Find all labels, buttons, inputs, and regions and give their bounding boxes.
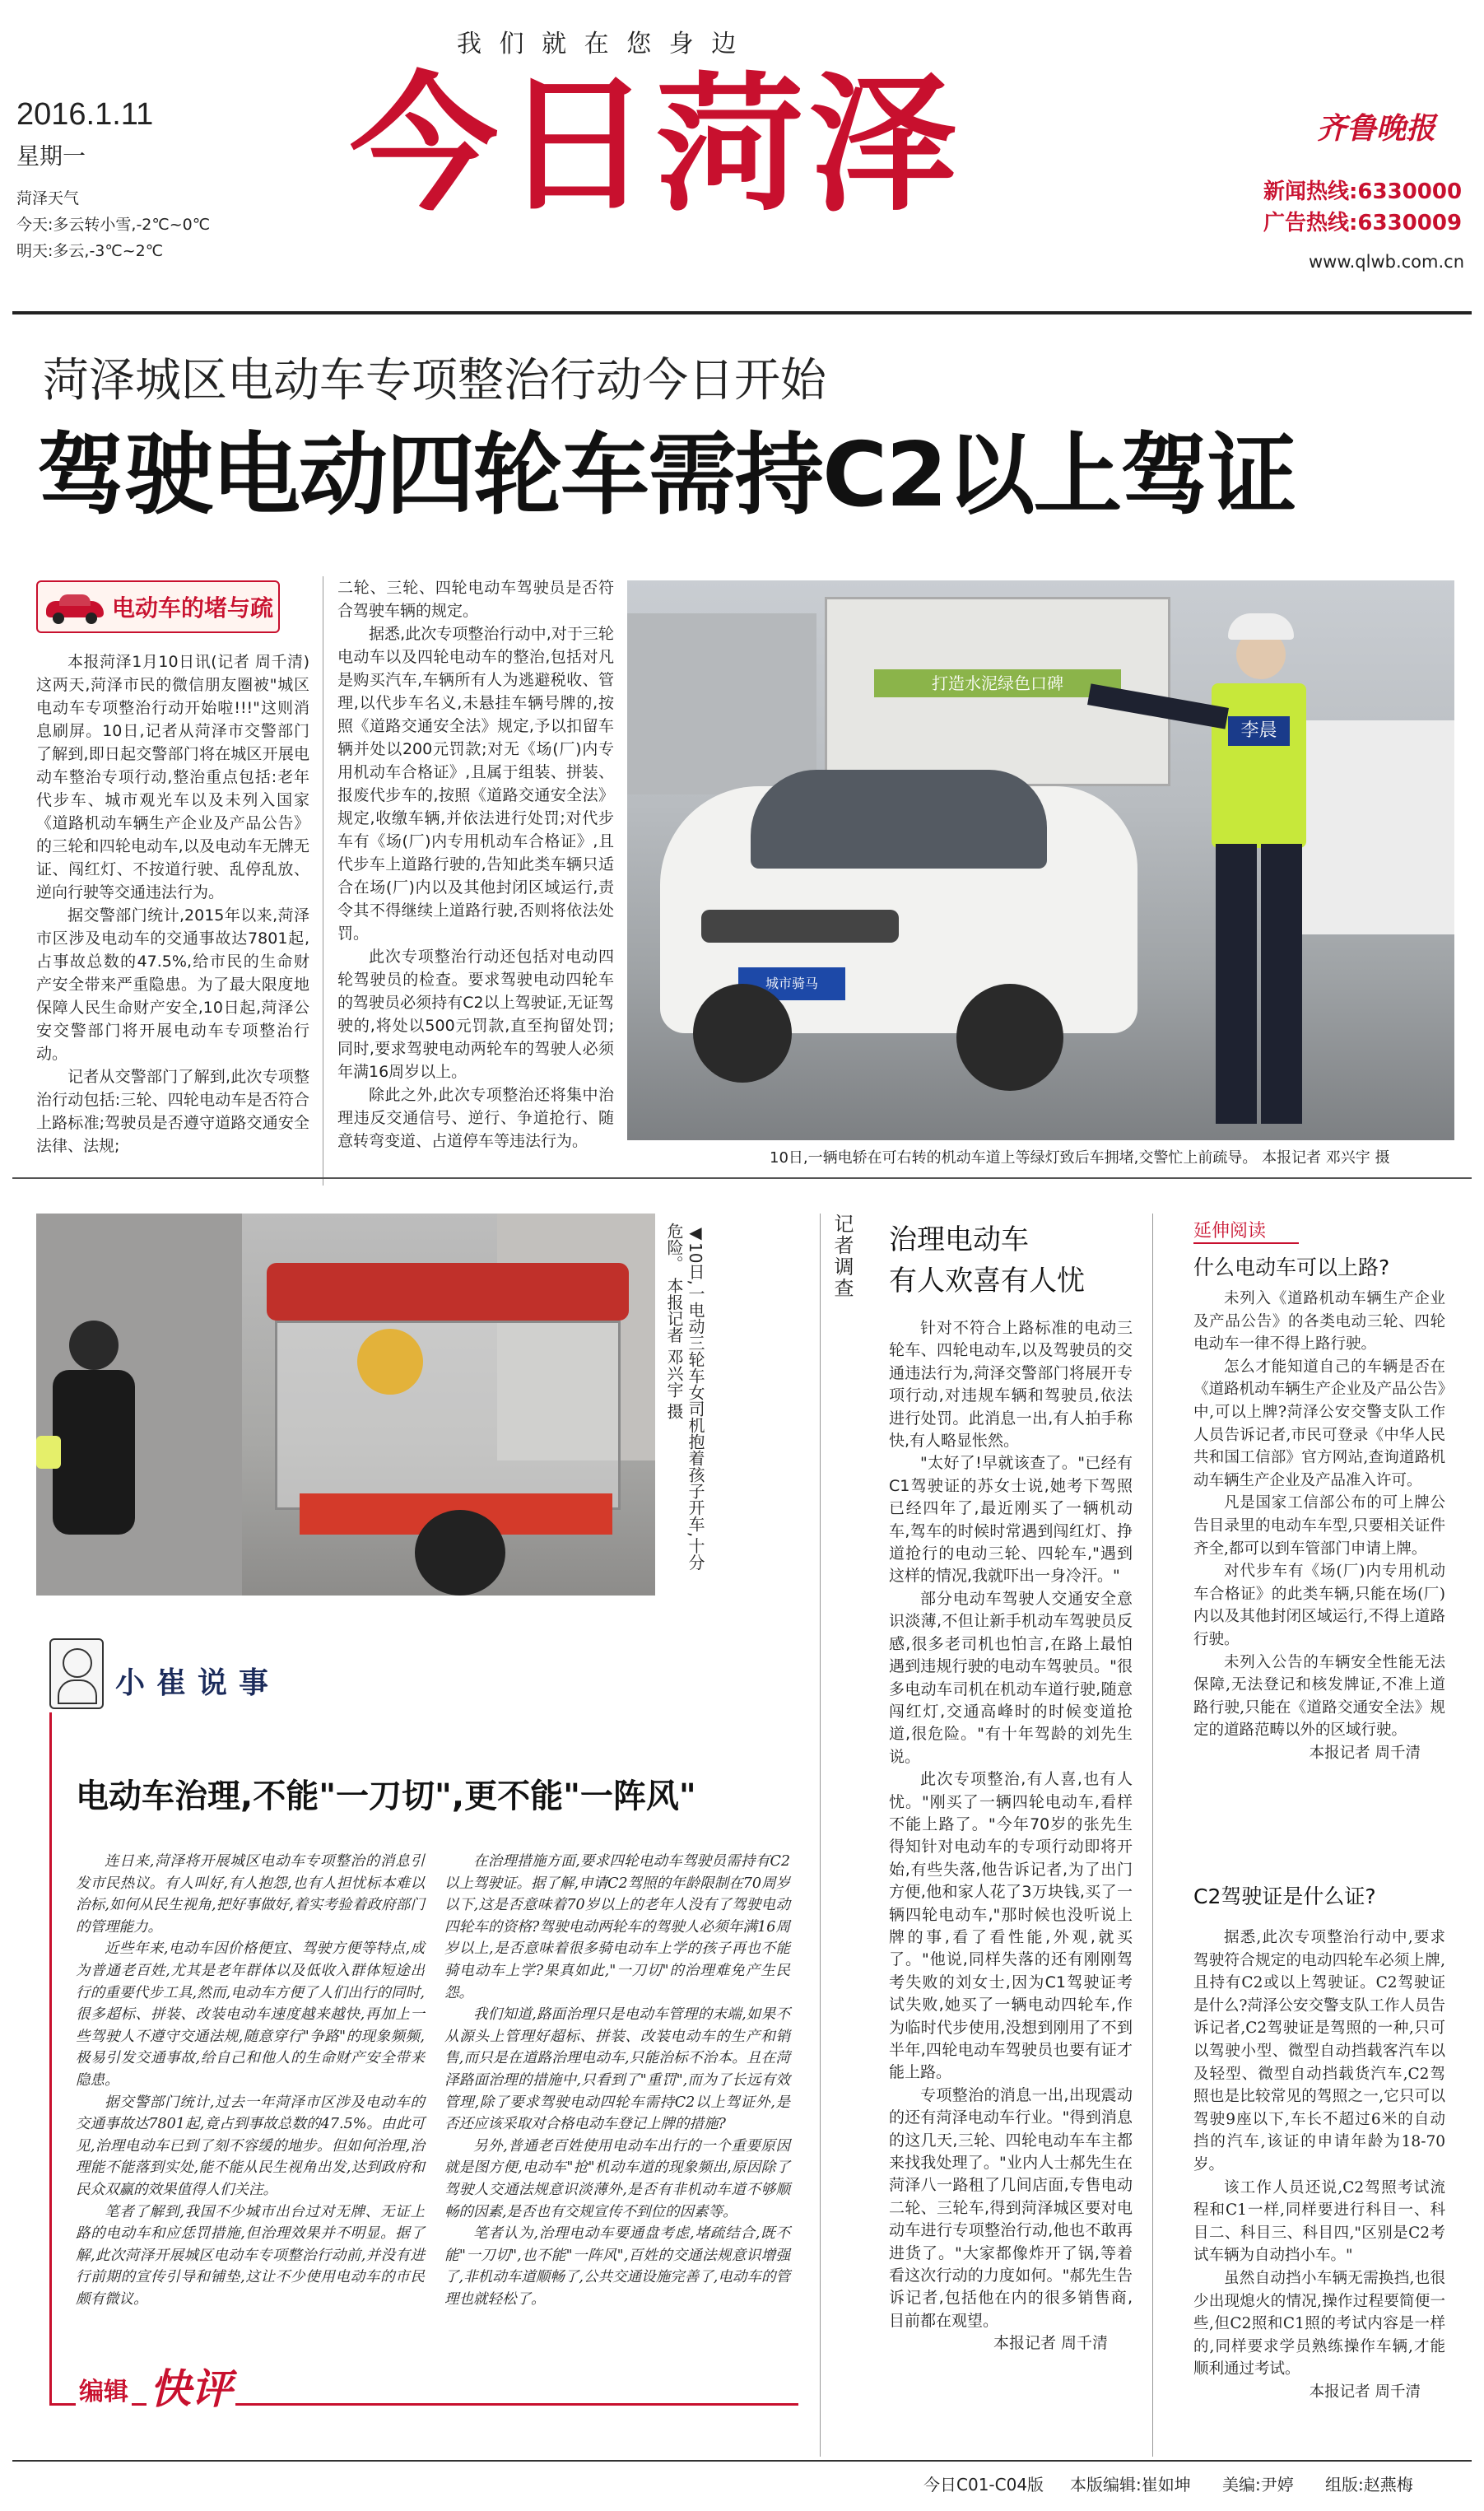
section-rule [12, 1177, 1472, 1179]
sidebar-paragraph: 据悉,此次专项整治行动中,要求驾驶符合规定的电动四轮车必须上牌,且持有C2或以上驾驶证。C2驾驶证是什么?菏泽公安交警支队工作人员告诉记者,C2驾驶证是驾照的一种,只可以驾驶小型、微型自动挡载客汽车以及轻型、微型自动挡载货汽车,C2驾照也是比较常见的驾照之一,它只可以驾驶9座以下,车长不超过6米的自动挡的汽车,该证的申请年龄为18-70岁。 [1193, 1929, 1445, 2173]
commentary-avatar [49, 1638, 104, 1709]
news-hotline: 新闻热线:6330000 [1263, 179, 1463, 204]
commentary-title: 电动车治理,不能"一刀切",更不能"一阵风" [76, 1777, 696, 1815]
truck-banner: 打造水泥绿色口碑 [874, 669, 1121, 697]
investigation-title-2: 有人欢喜有人忧 [889, 1265, 1085, 1297]
lead-paragraph: 记者从交警部门了解到,此次专项整治行动包括:三轮、四轮电动车是否符合上路标准;驾驶员是否遵守道路交通安全法律、法规; [36, 1068, 309, 1155]
main-photo [627, 580, 1454, 1140]
lead-paragraph: 除此之外,此次专项整治还将集中治理违反交通信号、逆行、争道抢行、随意转弯变道、占道停车等违法行为。 [337, 1086, 614, 1150]
footer-rule [12, 2460, 1472, 2462]
issue-date: 2016.1.11 [16, 97, 154, 132]
sidebar-q1-body [1193, 1288, 1445, 1764]
newspaper-title: 今日菏泽 [350, 58, 963, 231]
investigation-byline: 本报记者 周千清 [993, 2334, 1108, 2353]
investigation-body [889, 1317, 1133, 2355]
sidebar-paragraph: 未列入《道路机动车辆生产企业及产品公告》的各类电动三轮、四轮电动车一律不得上路行驶。 [1193, 1290, 1445, 1353]
commentary-paragraph: 据交警部门统计,过去一年菏泽市区涉及电动车的交通事故达7801起,竟占到事故总数的47.5%。由此可见,治理电动车已到了刻不容缓的地步。但如何治理,治理能不能落到实处,能不能从民生视角出发,达到政府和民众双赢的效果值得人们关注。 [76, 2094, 425, 2198]
investigation-paragraph: 专项整治的消息一出,出现震动的还有菏泽电动车行业。"得到消息的这几天,三轮、四轮电动车车主都来找我处理了。"业内人士郝先生在菏泽八一路租了几间店面,专售电动二轮、三轮车,得到菏泽城区要对电动车进行专项整治行动,他也不敢再进货了。"大家都像炸开了锅,等着看这次行动的力度如何。"郝先生告诉记者,包括他在内的很多销售商,目前都在观望。 [889, 2085, 1133, 2330]
second-photo-caption: ◀10日,一电动三轮车女司机抱着孩子开车,十分危险。 本报记者 邓兴宇 摄 [664, 1223, 705, 1571]
masthead-rule [12, 311, 1472, 314]
footer-editor: 本版编辑:崔如坤 [1070, 2475, 1191, 2495]
sidebar-byline: 本报记者 周千清 [1309, 2383, 1421, 2401]
sidebar-tag: 延伸阅读 [1193, 1217, 1299, 1244]
commentary-paragraph: 我们知道,路面治理只是电动车管理的末端,如果不从源头上管理好超标、拼装、改装电动车的生产和销售,而只是在道路治理电动车,只能治标不治本。且在菏泽路面治理的措施中,只看到了"重罚",而为了长远有效管理,除了要求驾驶电动四轮车需持C2以上驾证外,是否还应该采取对合格电动车登记上牌的措施? [444, 2006, 790, 2133]
investigation-paragraph: "太好了!早就该查了。"已经有C1驾驶证的苏女士说,她考下驾照已经四年了,最近刚买了一辆机动车,驾车的时候时常遇到闯红灯、挣道抢行的电动三轮、四轮车,"遇到这样的情况,我就吓出一身冷汗。" [889, 1454, 1133, 1586]
ad-hotline: 广告热线:6330009 [1263, 211, 1463, 235]
lead-column-1 [36, 650, 309, 1158]
commentary-paragraph: 连日来,菏泽将开展城区电动车专项整治的消息引发市民热议。有人叫好,有人抱怨,也有人担忧标本难以治标,如何从民生视角,把好事做好,着实考验着政府部门的管理能力。 [76, 1853, 425, 1936]
commentary-paragraph: 笔者认为,治理电动车要通盘考虑,堵疏结合,既不能"一刀切",也不能"一阵风",百姓的交通法规意识增强了,非机动车道顺畅了,公共交通设施完善了,电动车的管理也就轻松了。 [444, 2225, 790, 2308]
car-icon [46, 593, 104, 621]
commentary-paragraph: 近些年来,电动车因价格便宜、驾驶方便等特点,成为普通老百姓,尤其是老年群体以及低收入群体短途出行的重要代步工具,然而,电动车方便了人们出行的同时,很多超标、拼装、改装电动车速度越来越快,再加上一些驾驶人不遵守交通法规,随意穿行"争路"的现象频频,极易引发交通事故,给自己和他人的生命财产安全带来隐患。 [76, 1940, 425, 2089]
footer-section: 今日C01-C04版 [923, 2475, 1044, 2495]
sidebar-paragraph: 对代步车有《场(厂)内专用机动车合格证》的此类车辆,只能在场(厂)内以及其他封闭区域运行,不得上道路行驶。 [1193, 1563, 1445, 1648]
commentary-col-2 [444, 1851, 790, 2310]
sidebar-paragraph: 该工作人员还说,C2驾照考试流程和C1一样,同样要进行科目一、科目二、科目三、科目四,"区别是C2考试车辆为自动挡小车。" [1193, 2178, 1445, 2265]
lead-paragraph: 二轮、三轮、四轮电动车驾驶员是否符合驾驶车辆的规定。 [337, 579, 614, 620]
lead-column-2 [337, 576, 614, 1153]
brand-logo: 齐鲁晚报 [1317, 111, 1436, 146]
editor-tag-b: 快评 [147, 2356, 235, 2415]
column-tag-label: 电动车的堵与疏 [112, 594, 274, 622]
investigation-title-1: 治理电动车 [889, 1223, 1029, 1256]
sidebar-paragraph: 怎么才能知道自己的车辆是否在《道路机动车辆生产企业及产品公告》中,可以上牌?菏泽公安交警支队工作人员告诉记者,市民可登录《中华人民共和国工信部》官方网站,查询道路机动车辆生产企业及产品准入许可。 [1193, 1358, 1445, 1489]
investigation-paragraph: 此次专项整治,有人喜,也有人忧。"刚买了一辆四轮电动车,看样不能上路了。"今年70岁的张先生得知针对电动车的专项行动即将开始,有些失落,他告诉记者,为了出门方便,他和家人花了3万块钱,买了一辆四轮电动车,"那时候也没听说上牌的事,看了看性能,外观,就买了。"他说,同样失落的还有刚刚驾考失败的刘女士,因为C1驾驶证考试失败,她买了一辆电动四轮车,作为临时代步使用,没想到刚用了不到半年,四轮电动车驾驶员也要有证才能上路。 [889, 1770, 1133, 2082]
editor-tag-a: 编辑 [76, 2371, 132, 2407]
footer-proof: 组版:赵燕梅 [1325, 2475, 1413, 2495]
footer-design: 美编:尹婷 [1222, 2475, 1294, 2495]
second-photo [36, 1214, 655, 1596]
weather-tomorrow: 明天:多云,-3℃~2℃ [16, 242, 164, 260]
weather-title: 菏泽天气 [16, 189, 80, 207]
lead-paragraph: 本报菏泽1月10日讯(记者 周千清) 这两天,菏泽市民的微信朋友圈被"城区电动车专项整治行动开始啦!!!"这则消息刷屏。10日,记者从菏泽市交警部门了解到,即日起交警部门将在城区开展电动车整治专项行动,整治重点包括:老年代步车、城市观光车以及未列入国家《道路机动车辆生产企业及产品公告》的三轮和四轮电动车,以及电动车无牌无证、闯红灯、不按道行驶、乱停乱放、逆向行驶等交通违法行为。 [36, 653, 309, 901]
commentary-paragraph: 在治理措施方面,要求四轮电动车驾驶员需持有C2以上驾驶证。据了解,申请C2驾照的年龄限制在70周岁以下,这是否意味着70岁以上的老年人没有了驾驶电动四轮车的资格?驾驶电动两轮车的驾驶人必须年满16周岁以上,是否意味着很多骑电动车上学的孩子再也不能骑电动车上学?果真如此,"一刀切"的治理难免产生民怨。 [444, 1853, 790, 2001]
column-divider [820, 1214, 821, 2457]
column-divider [1152, 1214, 1153, 2457]
lead-paragraph: 据悉,此次专项整治行动中,对于三轮电动车以及四轮电动车的整治,包括对凡是购买汽车,车辆所有人为逃避税收、管理,以代步车名义,未悬挂车辆号牌的,按照《道路交通安全法》规定,予以扣留车辆并处以200元罚款;对无《场(厂)内专用机动车合格证》,且属于组装、拼装、报废代步车的,按照《道路交通安全法》规定,收缴车辆,并依法进行处罚;对代步车有《场(厂)内专用机动车合格证》,且代步车上道路行驶的,告知此类车辆只适合在场(厂)内以及其他封闭区域运行,责令其不得继续上道路行驶,否则将依法处罚。 [337, 625, 614, 943]
sidebar-byline: 本报记者 周千清 [1309, 1744, 1421, 1762]
sidebar-paragraph: 虽然自动挡小车辆无需换挡,也很少出现熄火的情况,操作过程要简便一些,但C2照和C1照的考试内容是一样的,同样要求学员熟练操作车辆,才能顺利通过考试。 [1193, 2269, 1445, 2378]
main-photo-caption: 10日,一辆电轿在可右转的机动车道上等绿灯致后车拥堵,交警忙上前疏导。 本报记者 邓兴宇 摄 [770, 1149, 1390, 1167]
sidebar-paragraph: 凡是国家工信部公布的可上牌公告目录里的电动车车型,只要相关证件齐全,都可以到车管部门申请上牌。 [1193, 1494, 1445, 1558]
weather-today: 今天:多云转小雪,-2℃~0℃ [16, 216, 211, 234]
headline-kicker: 菏泽城区电动车专项整治行动今日开始 [43, 354, 826, 408]
investigation-paragraph: 针对不符合上路标准的电动三轮车、四轮电动车,以及驾驶员的交通违法行为,菏泽交警部门将展开专项行动,对违规车辆和驾驶员,依法进行处罚。此消息一出,有人拍手称快,有人略显怅然。 [889, 1319, 1133, 1451]
vest-badge: 李晨 [1228, 716, 1290, 746]
commentary-column-name: 小崔说事 [115, 1665, 281, 1700]
commentary-col-1 [76, 1851, 425, 2310]
commentary-paragraph: 另外,普通老百姓使用电动车出行的一个重要原因就是图方便,电动车"抢"机动车道的现象频出,原因除了驾驶人交通法规意识淡薄外,是否有非机动车道不够顺畅的因素,是否也有交规宣传不到位的因素等。 [444, 2137, 790, 2220]
masthead-slogan: 我 们 就 在 您 身 边 [457, 30, 742, 58]
license-plate: 城市骑马 [738, 967, 845, 1000]
headline-main: 驾驶电动四轮车需持C2以上驾证 [37, 424, 1296, 527]
sidebar-paragraph: 未列入公告的车辆安全性能无法保障,无法登记和核发牌证,不准上道路行驶,只能在《道路交通安全法》规定的道路范畴以外的区域行驶。 [1193, 1653, 1445, 1740]
website: www.qlwb.com.cn [1309, 252, 1464, 272]
lead-paragraph: 据交警部门统计,2015年以来,菏泽市区涉及电动车的交通事故达7801起,占事故总数的47.5%,给市民的生命财产安全带来严重隐患。为了最大限度地保障人民生命财产安全,10日起,菏泽公安交警部门将开展电动车专项整治行动。 [36, 906, 309, 1063]
sidebar-q1: 什么电动车可以上路? [1193, 1256, 1390, 1279]
sidebar-q2: C2驾驶证是什么证? [1193, 1884, 1376, 1908]
issue-weekday: 星期一 [16, 142, 86, 170]
column-tag [36, 580, 280, 633]
commentary-paragraph: 笔者了解到,我国不少城市出台过对无牌、无证上路的电动车和应恁罚措施,但治理效果并不明显。据了解,此次菏泽开展城区电动车专项整治行动前,并没有进行前期的宣传引导和铺垫,这让不少使用电动车的市民颇有微议。 [76, 2203, 425, 2308]
sidebar-q2-body [1193, 1926, 1445, 2403]
investigation-tag: 记者调查 [830, 1214, 854, 1299]
investigation-paragraph: 部分电动车驾驶人交通安全意识淡薄,不但让新手机动车驾驶员反感,很多老司机也怕言,在路上最怕遇到违规行驶的电动车驾驶员。"很多电动车司机在机动车道行驶,随意闯红灯,交通高峰时的时候变道抢道,很危险。"有十年驾龄的刘先生说。 [889, 1589, 1133, 1766]
lead-paragraph: 此次专项整治行动还包括对电动四轮驾驶员的检查。要求驾驶电动四轮车的驾驶员必须持有C2以上驾驶证,无证驾驶的,将处以500元罚款,直至拘留处罚;同时,要求驾驶电动两轮车的驾驶人必须年满16周岁以上。 [337, 948, 614, 1081]
